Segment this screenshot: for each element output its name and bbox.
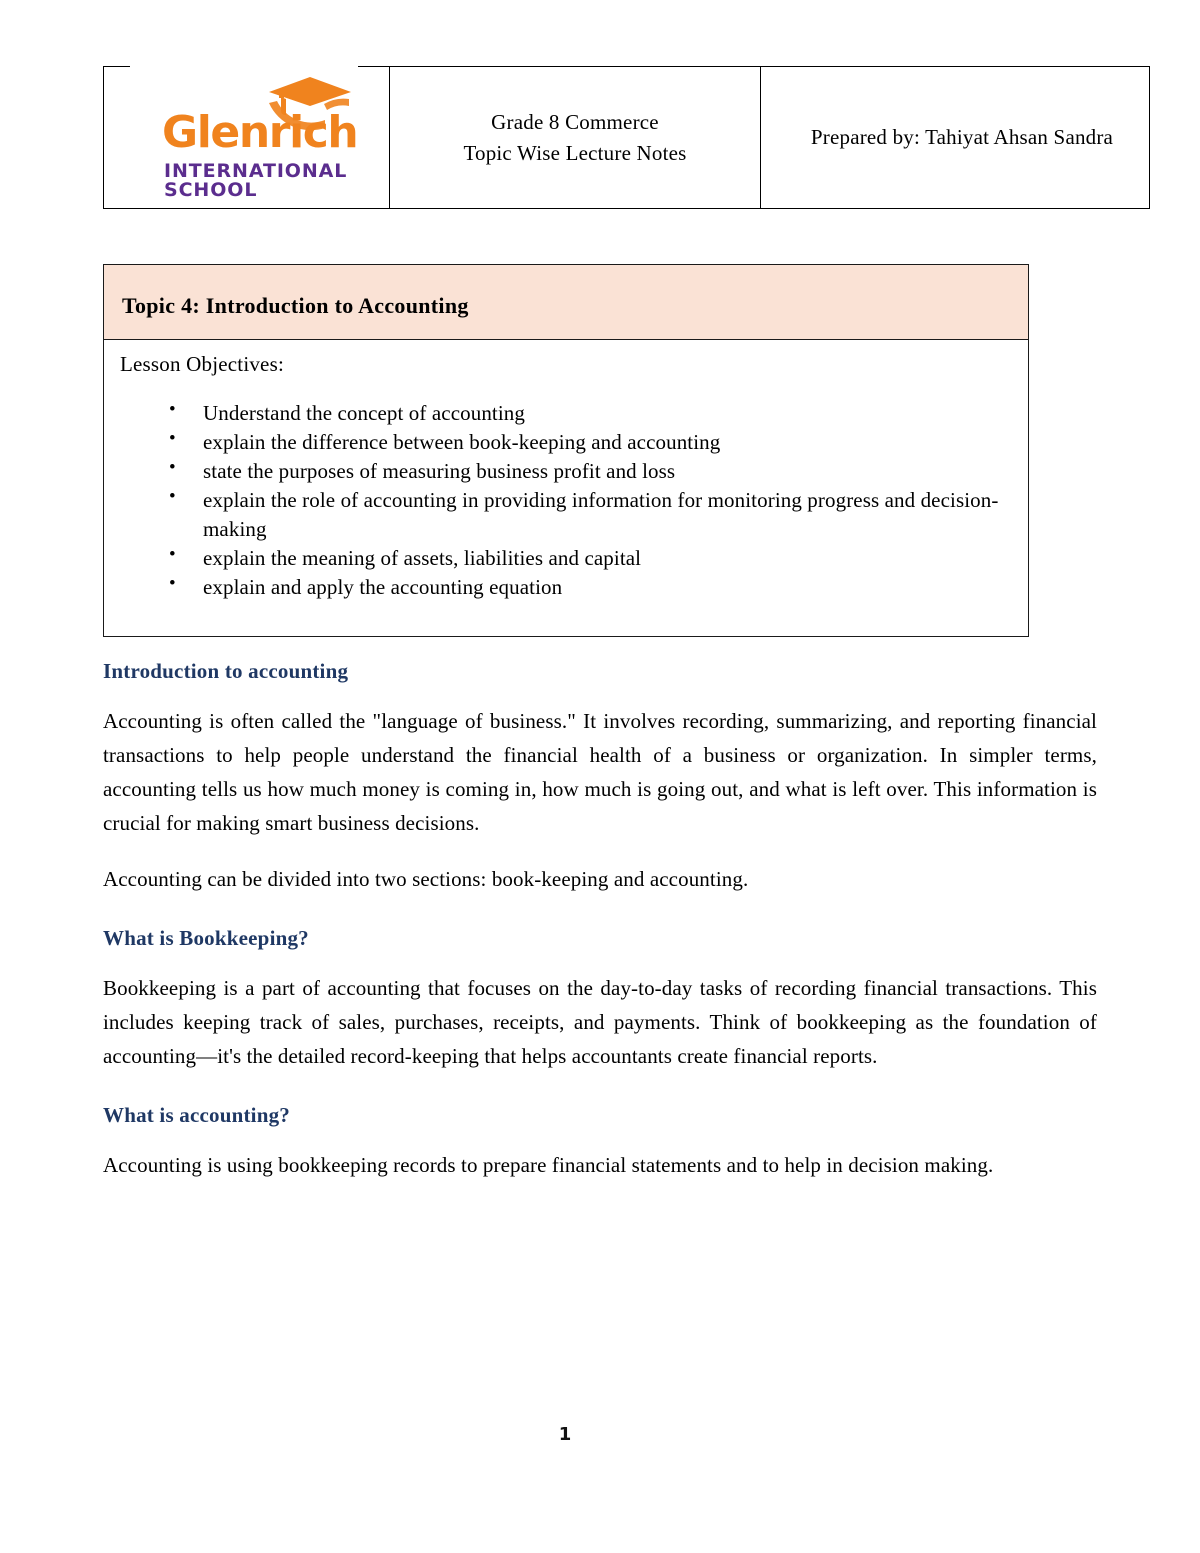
list-item: • explain the meaning of assets, liabilities and capital [120, 544, 1012, 572]
logo-subline-school: SCHOOL [164, 179, 258, 201]
list-item: • state the purposes of measuring business profit and loss [120, 457, 1012, 485]
header-cell-title [390, 67, 761, 209]
header-title-line2: Topic Wise Lecture Notes [463, 140, 687, 165]
document-body [103, 659, 1097, 1182]
header-cell-logo [104, 67, 390, 209]
heading-what-is-bookkeeping: What is Bookkeeping? [103, 926, 309, 951]
page-number: 1 [558, 1424, 572, 1445]
lesson-objectives-label: Lesson Objectives: [120, 352, 284, 376]
list-item: • explain the difference between book-keeping and accounting [120, 428, 1012, 456]
logo-wordmark: Glenrich [162, 107, 358, 158]
header-cell-prepared-by [761, 67, 1150, 209]
paragraph-bookkeeping: Bookkeeping is a part of accounting that focuses on the day-to-day tasks of recording financial transactions. This includes keeping track of sales, purchases, receipts, and payments. Think of bookkeeping as the foundation of accounting—it's the detailed record-keeping that helps accountants create financial reports. [103, 976, 1097, 1069]
topic-objectives-box [103, 264, 1029, 637]
paragraph-accounting: Accounting is using bookkeeping records to prepare financial statements and to help in decision making. [103, 1153, 994, 1178]
prepared-by-text: Prepared by: Tahiyat Ahsan Sandra [810, 125, 1114, 149]
school-logo [162, 75, 358, 201]
topic-box-body [104, 340, 1028, 636]
header-row [104, 67, 1150, 209]
topic-title: Topic 4: Introduction to Accounting [122, 293, 469, 318]
logo-subline-international: INTERNATIONAL [164, 160, 348, 182]
heading-introduction-to-accounting: Introduction to accounting [103, 659, 349, 683]
paragraph-introduction: Accounting is often called the "language of business." It involves recording, summarizing, and reporting financial transactions to help people understand the financial health of a business or organization. In simpler terms, accounting tells us how much money is coming in, how much is going out, and what is left over. This information is crucial for making smart business decisions. [103, 709, 1097, 836]
topic-box-header [104, 265, 1028, 340]
paragraph-two-sections: Accounting can be divided into two sections: book-keeping and accounting. [103, 867, 749, 892]
list-item: • explain the role of accounting in providing information for monitoring progress and decision-making [120, 486, 1012, 542]
heading-what-is-accounting: What is accounting? [103, 1103, 290, 1128]
header-title-line1: Grade 8 Commerce [491, 110, 659, 135]
logo-border-gap [130, 64, 358, 68]
list-item: • Understand the concept of accounting [120, 399, 1012, 427]
lesson-objectives-list [120, 399, 1012, 601]
document-header-table [103, 66, 1150, 209]
list-item: • explain and apply the accounting equation [120, 573, 1012, 601]
